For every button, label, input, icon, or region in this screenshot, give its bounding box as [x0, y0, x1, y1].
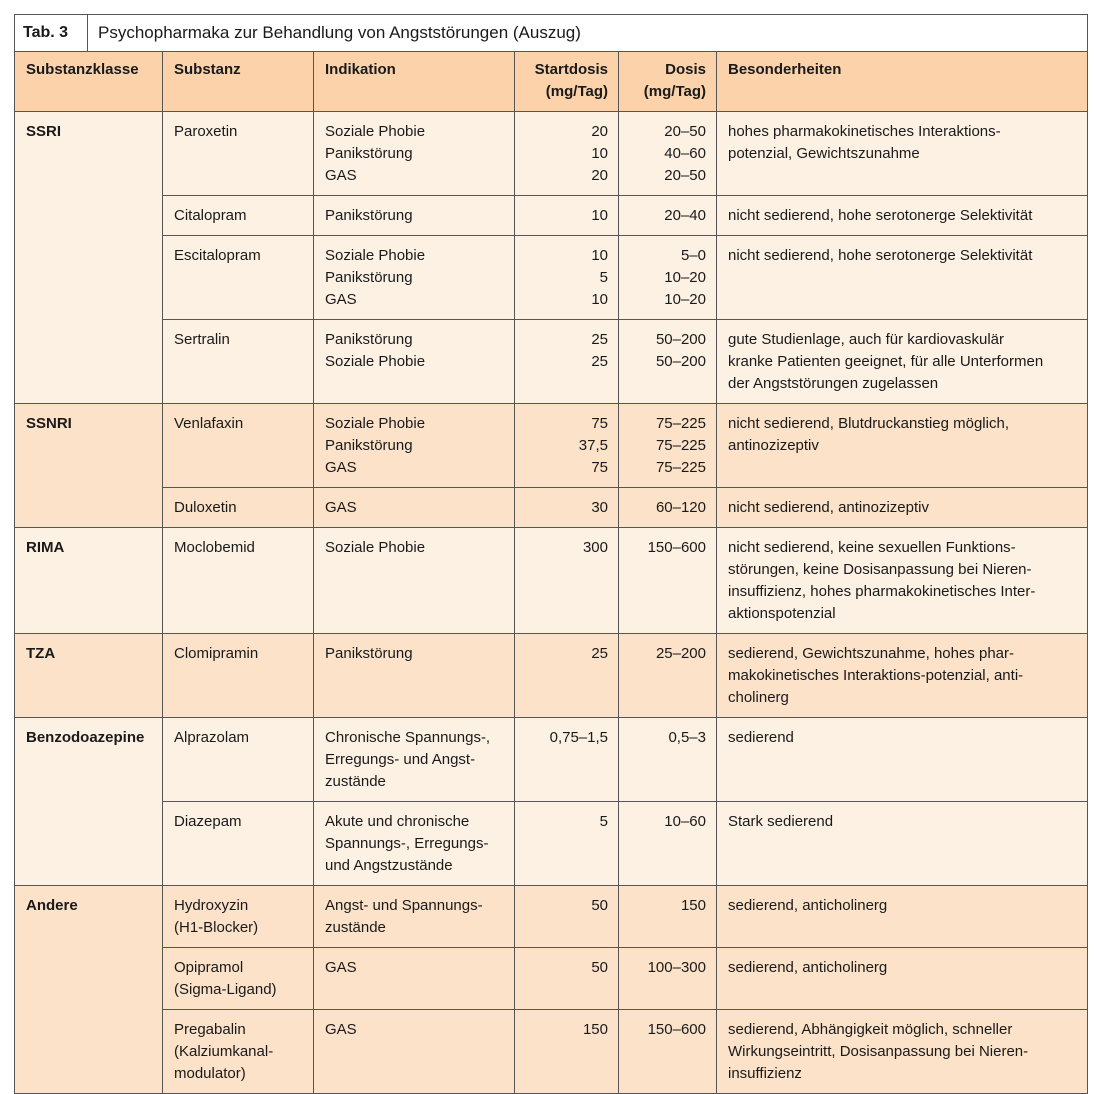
besonderheiten-cell-line: Wirkungseintritt, Dosisanpassung bei Nieren- [728, 1043, 1029, 1060]
substanz-cell [163, 528, 314, 634]
besonderheiten-cell-line: insuffizienz [728, 1065, 802, 1082]
besonderheiten-cell-line: sedierend, Gewichtszunahme, hohes phar- [728, 645, 1014, 662]
besonderheiten-cell [717, 236, 1088, 320]
dosis-cell-line: 75–225 [655, 459, 706, 476]
substanz-cell-line: Diazepam [174, 813, 242, 830]
dosis-cell-line: 150–600 [647, 539, 706, 556]
besonderheiten-cell-line: nicht sedierend, Blutdruckanstieg möglich, [728, 415, 1009, 432]
startdosis-cell [515, 634, 619, 718]
besonderheiten-cell-line: kranke Patienten geeignet, für alle Unterformen [728, 353, 1044, 370]
substanzklasse-cell: RIMA [15, 528, 163, 634]
indikation-cell [314, 948, 515, 1010]
indikation-cell-line: Soziale Phobie [325, 123, 426, 140]
indikation-cell-line: Spannungs-, Erregungs- [325, 835, 489, 852]
table-title: Psychopharmaka zur Behandlung von Angststörungen (Auszug) [98, 23, 581, 42]
dosis-cell-line: 150–600 [647, 1021, 706, 1038]
header-startdosis [515, 52, 619, 112]
indikation-cell [314, 320, 515, 404]
startdosis-cell [515, 196, 619, 236]
substanzklasse-cell: Andere [15, 886, 163, 1094]
indikation-cell-line: Soziale Phobie [325, 539, 426, 556]
table-row [15, 802, 1088, 886]
dosis-cell [619, 634, 717, 718]
indikation-cell [314, 196, 515, 236]
indikation-cell-line: Panikstörung [325, 145, 413, 162]
startdosis-cell-line: 25 [591, 645, 608, 662]
besonderheiten-cell-line: störungen, keine Dosisanpassung bei Nieren- [728, 561, 1032, 578]
dosis-cell [619, 802, 717, 886]
dosis-cell-line: 50–200 [655, 331, 706, 348]
indikation-cell [314, 802, 515, 886]
substanz-cell [163, 886, 314, 948]
startdosis-cell-line: 300 [582, 539, 608, 556]
startdosis-cell [515, 488, 619, 528]
startdosis-cell-line: 37,5 [578, 437, 608, 454]
startdosis-cell [515, 802, 619, 886]
besonderheiten-cell-line: Stark sedierend [728, 813, 834, 830]
header-startdosis-unit: (mg/Tag) [545, 83, 608, 100]
header-substanz: Substanz [163, 52, 314, 112]
startdosis-cell [515, 1010, 619, 1094]
besonderheiten-cell [717, 634, 1088, 718]
besonderheiten-cell [717, 488, 1088, 528]
table-row [15, 718, 1088, 802]
substanz-cell [163, 196, 314, 236]
besonderheiten-cell [717, 196, 1088, 236]
header-besonderheiten: Besonderheiten [717, 52, 1088, 112]
dosis-cell-line: 20–50 [664, 123, 706, 140]
besonderheiten-cell-line: sedierend, anticholinerg [728, 959, 888, 976]
substanz-cell-line: modulator) [174, 1065, 246, 1082]
indikation-cell [314, 236, 515, 320]
table-row [15, 236, 1088, 320]
substanz-cell [163, 404, 314, 488]
indikation-cell-line: Panikstörung [325, 331, 413, 348]
besonderheiten-cell [717, 112, 1088, 196]
indikation-cell-line: Soziale Phobie [325, 353, 426, 370]
startdosis-cell-line: 0,75–1,5 [549, 729, 608, 746]
dosis-cell-line: 60–120 [655, 499, 706, 516]
besonderheiten-cell-line: antinozizeptiv [728, 437, 819, 454]
table-row [15, 488, 1088, 528]
besonderheiten-cell [717, 886, 1088, 948]
dosis-cell-line: 5–0 [680, 247, 706, 264]
dosis-cell [619, 320, 717, 404]
dosis-cell [619, 112, 717, 196]
startdosis-cell-line: 10 [591, 291, 608, 308]
indikation-cell-line: GAS [325, 459, 357, 476]
besonderheiten-cell [717, 1010, 1088, 1094]
besonderheiten-cell [717, 404, 1088, 488]
dosis-cell-line: 0,5–3 [668, 729, 706, 746]
startdosis-cell [515, 718, 619, 802]
indikation-cell-line: GAS [325, 291, 357, 308]
substanz-cell [163, 112, 314, 196]
startdosis-cell-line: 20 [591, 167, 608, 184]
table-row [15, 112, 1088, 196]
indikation-cell [314, 718, 515, 802]
startdosis-cell [515, 236, 619, 320]
substanz-cell-line: Escitalopram [174, 247, 261, 264]
table-row [15, 886, 1088, 948]
startdosis-cell-line: 150 [582, 1021, 608, 1038]
besonderheiten-cell-line: insuffizienz, hohes pharmakokinetisches Inter- [728, 583, 1036, 600]
besonderheiten-cell [717, 948, 1088, 1010]
startdosis-cell-line: 75 [591, 459, 608, 476]
startdosis-cell-line: 50 [591, 897, 608, 914]
substanz-cell-line: (H1-Blocker) [174, 919, 259, 936]
startdosis-cell [515, 404, 619, 488]
indikation-cell-line: GAS [325, 959, 357, 976]
besonderheiten-cell [717, 802, 1088, 886]
header-dosis-unit: (mg/Tag) [643, 83, 706, 100]
startdosis-cell-line: 5 [599, 269, 608, 286]
dosis-cell-line: 10–60 [664, 813, 706, 830]
substanz-cell-line: Citalopram [174, 207, 247, 224]
indikation-cell [314, 1010, 515, 1094]
startdosis-cell [515, 948, 619, 1010]
indikation-cell [314, 112, 515, 196]
dosis-cell [619, 886, 717, 948]
dosis-cell-line: 40–60 [664, 145, 706, 162]
table-row [15, 320, 1088, 404]
header-dosis-line: Dosis [665, 61, 706, 78]
substanz-cell-line: Pregabalin [174, 1021, 246, 1038]
dosis-cell-line: 20–40 [664, 207, 706, 224]
dosis-cell-line: 10–20 [664, 269, 706, 286]
header-row [15, 52, 1088, 112]
substanzklasse-cell: TZA [15, 634, 163, 718]
startdosis-cell-line: 20 [591, 123, 608, 140]
besonderheiten-cell-line: gute Studienlage, auch für kardiovaskulär [728, 331, 1005, 348]
dosis-cell-line: 10–20 [664, 291, 706, 308]
startdosis-cell-line: 30 [591, 499, 608, 516]
dosis-cell [619, 236, 717, 320]
substanz-cell-line: Opipramol [174, 959, 244, 976]
besonderheiten-cell-line: nicht sedierend, hohe serotonerge Selektivität [728, 247, 1033, 264]
substanzklasse-cell: SSRI [15, 112, 163, 404]
besonderheiten-cell [717, 528, 1088, 634]
besonderheiten-cell-line: potenzial, Gewichtszunahme [728, 145, 920, 162]
drug-table [14, 14, 1088, 1094]
besonderheiten-cell-line: nicht sedierend, keine sexuellen Funktions- [728, 539, 1016, 556]
header-startdosis-line: Startdosis [534, 61, 608, 78]
table-row [15, 528, 1088, 634]
besonderheiten-cell-line: sedierend, anticholinerg [728, 897, 888, 914]
table-row [15, 1010, 1088, 1094]
besonderheiten-cell-line: sedierend, Abhängigkeit möglich, schneller [728, 1021, 1013, 1038]
substanz-cell [163, 320, 314, 404]
indikation-cell-line: Panikstörung [325, 207, 413, 224]
substanz-cell-line: Duloxetin [174, 499, 237, 516]
table-row [15, 404, 1088, 488]
startdosis-cell-line: 10 [591, 247, 608, 264]
substanz-cell-line: Sertralin [174, 331, 230, 348]
table-row [15, 948, 1088, 1010]
dosis-cell [619, 718, 717, 802]
dosis-cell-line: 75–225 [655, 415, 706, 432]
indikation-cell [314, 528, 515, 634]
startdosis-cell [515, 886, 619, 948]
table-row [15, 196, 1088, 236]
besonderheiten-cell-line: nicht sedierend, antinozizeptiv [728, 499, 929, 516]
startdosis-cell-line: 75 [591, 415, 608, 432]
dosis-cell-line: 75–225 [655, 437, 706, 454]
substanz-cell [163, 802, 314, 886]
indikation-cell-line: GAS [325, 167, 357, 184]
substanz-cell [163, 634, 314, 718]
dosis-cell [619, 948, 717, 1010]
startdosis-cell-line: 25 [591, 353, 608, 370]
header-substanzklasse: Substanzklasse [15, 52, 163, 112]
substanz-cell-line: Hydroxyzin [174, 897, 249, 914]
dosis-cell-line: 50–200 [655, 353, 706, 370]
besonderheiten-cell-line: cholinerg [728, 689, 789, 706]
indikation-cell-line: Chronische Spannungs-, [325, 729, 491, 746]
indikation-cell-line: und Angstzustände [325, 857, 453, 874]
startdosis-cell-line: 25 [591, 331, 608, 348]
indikation-cell-line: GAS [325, 499, 357, 516]
indikation-cell [314, 634, 515, 718]
besonderheiten-cell [717, 718, 1088, 802]
startdosis-cell [515, 112, 619, 196]
indikation-cell-line: Akute und chronische [325, 813, 470, 830]
header-dosis [619, 52, 717, 112]
indikation-cell-line: Soziale Phobie [325, 247, 426, 264]
dosis-cell-line: 100–300 [647, 959, 706, 976]
besonderheiten-cell-line: aktionspotenzial [728, 605, 836, 622]
dosis-cell [619, 404, 717, 488]
substanz-cell [163, 488, 314, 528]
besonderheiten-cell-line: makokinetisches Interaktions-potenzial, anti- [728, 667, 1024, 684]
table-row [15, 634, 1088, 718]
startdosis-cell-line: 10 [591, 145, 608, 162]
substanz-cell-line: Alprazolam [174, 729, 250, 746]
substanz-cell [163, 236, 314, 320]
indikation-cell-line: zustände [325, 919, 386, 936]
table-label: Tab. 3 [15, 15, 88, 51]
dosis-cell-line: 150 [680, 897, 706, 914]
indikation-cell [314, 404, 515, 488]
indikation-cell-line: Panikstörung [325, 269, 413, 286]
indikation-cell-line: Panikstörung [325, 645, 413, 662]
indikation-cell [314, 488, 515, 528]
dosis-cell [619, 1010, 717, 1094]
startdosis-cell-line: 50 [591, 959, 608, 976]
startdosis-cell-line: 10 [591, 207, 608, 224]
dosis-cell-line: 20–50 [664, 167, 706, 184]
substanz-cell [163, 948, 314, 1010]
table-caption-row [15, 15, 1088, 52]
indikation-cell-line: Erregungs- und Angst- [325, 751, 476, 768]
startdosis-cell [515, 320, 619, 404]
indikation-cell-line: Angst- und Spannungs- [325, 897, 483, 914]
besonderheiten-cell [717, 320, 1088, 404]
indikation-cell-line: Panikstörung [325, 437, 413, 454]
substanz-cell-line: Venlafaxin [174, 415, 244, 432]
header-indikation: Indikation [314, 52, 515, 112]
dosis-cell [619, 528, 717, 634]
besonderheiten-cell-line: sedierend [728, 729, 794, 746]
substanz-cell [163, 1010, 314, 1094]
dosis-cell [619, 196, 717, 236]
besonderheiten-cell-line: der Angststörungen zugelassen [728, 375, 939, 392]
substanzklasse-cell: Benzodoazepine [15, 718, 163, 886]
substanz-cell-line: (Sigma-Ligand) [174, 981, 277, 998]
substanz-cell-line: (Kalziumkanal- [174, 1043, 274, 1060]
substanz-cell-line: Paroxetin [174, 123, 238, 140]
indikation-cell-line: Soziale Phobie [325, 415, 426, 432]
substanz-cell-line: Moclobemid [174, 539, 255, 556]
substanz-cell-line: Clomipramin [174, 645, 259, 662]
substanzklasse-cell: SSNRI [15, 404, 163, 528]
startdosis-cell-line: 5 [599, 813, 608, 830]
indikation-cell-line: zustände [325, 773, 386, 790]
startdosis-cell [515, 528, 619, 634]
indikation-cell [314, 886, 515, 948]
indikation-cell-line: GAS [325, 1021, 357, 1038]
dosis-cell [619, 488, 717, 528]
besonderheiten-cell-line: hohes pharmakokinetisches Interaktions- [728, 123, 1001, 140]
besonderheiten-cell-line: nicht sedierend, hohe serotonerge Selektivität [728, 207, 1033, 224]
dosis-cell-line: 25–200 [655, 645, 706, 662]
substanz-cell [163, 718, 314, 802]
